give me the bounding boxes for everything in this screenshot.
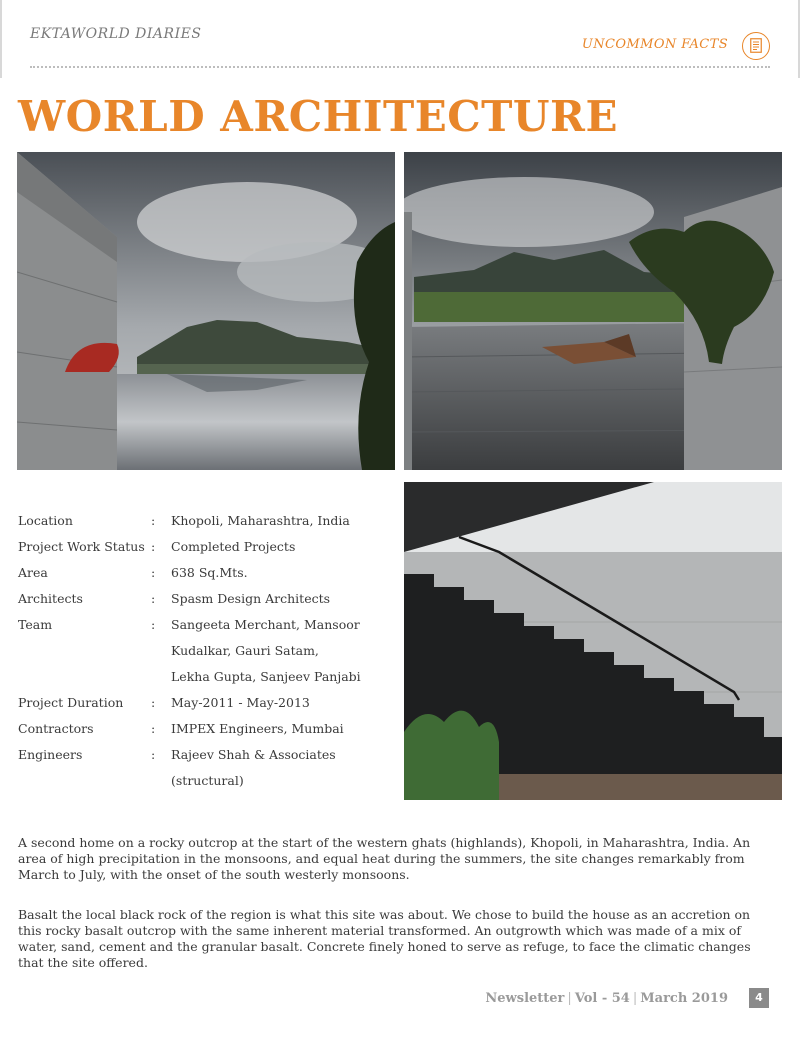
photo-infinity-pool xyxy=(17,152,395,470)
spec-row-team xyxy=(18,612,378,638)
footer-issue-info xyxy=(485,991,728,1006)
spec-label: Team xyxy=(18,617,53,632)
spec-label-empty xyxy=(18,638,151,664)
spec-label: Project Work Status xyxy=(18,539,145,554)
spec-colon: : xyxy=(151,513,156,528)
spec-row-duration xyxy=(18,690,378,716)
spec-row-area xyxy=(18,560,378,586)
spec-value: Spasm Design Architects xyxy=(171,591,331,606)
footer-newsletter: Newsletter xyxy=(485,991,565,1006)
spec-row-status xyxy=(18,534,378,560)
spec-label: Area xyxy=(18,565,48,580)
spec-row-architects xyxy=(18,586,378,612)
spec-colon: : xyxy=(151,565,156,580)
spec-row-team-continued xyxy=(18,664,378,690)
spec-value: Rajeev Shah & Associates xyxy=(171,747,336,762)
spec-value: (structural) xyxy=(171,773,244,788)
spec-colon-empty xyxy=(151,638,171,664)
spec-row-contractors xyxy=(18,716,378,742)
section-label: UNCOMMON FACTS xyxy=(581,37,728,52)
footer-separator: | xyxy=(632,991,638,1006)
photo-deck-lounge xyxy=(404,152,782,470)
page-title: WORLD ARCHITECTURE xyxy=(18,92,618,141)
spec-colon-empty xyxy=(151,664,171,690)
footer-volume: Vol - 54 xyxy=(574,991,630,1006)
header-divider xyxy=(30,66,770,68)
spec-colon: : xyxy=(151,721,156,736)
spec-row-location xyxy=(18,508,378,534)
spec-value: Kudalkar, Gauri Satam, xyxy=(171,643,319,658)
spec-colon: : xyxy=(151,747,156,762)
spec-row-team-continued xyxy=(18,638,378,664)
spec-value: 638 Sq.Mts. xyxy=(171,565,248,580)
spec-label: Project Duration xyxy=(18,695,124,710)
spec-label: Contractors xyxy=(18,721,94,736)
spec-colon: : xyxy=(151,539,156,554)
spec-label: Location xyxy=(18,513,73,528)
spec-row-engineers xyxy=(18,742,378,768)
spec-colon-empty xyxy=(151,768,171,794)
spec-colon: : xyxy=(151,617,156,632)
left-margin-rule xyxy=(0,0,2,78)
footer-separator: | xyxy=(567,991,572,1006)
spec-label-empty xyxy=(18,664,151,690)
document-icon xyxy=(742,32,770,60)
body-paragraph: A second home on a rocky outcrop at the start of the western ghats (highlands), Khopoli, in Maharashtra, India. An area of high precipitation in the monsoons, and equal heat during the summers, the site changes remarkably from March to July, with the onset of the south westerly monsoons. xyxy=(18,835,751,882)
spec-value: May-2011 - May-2013 xyxy=(171,695,310,710)
footer-date: March 2019 xyxy=(640,991,728,1006)
spec-label: Engineers xyxy=(18,747,83,762)
spec-value: Sangeeta Merchant, Mansoor xyxy=(171,617,360,632)
spec-value: IMPEX Engineers, Mumbai xyxy=(171,721,344,736)
spec-colon: : xyxy=(151,695,156,710)
spec-label-empty xyxy=(18,768,151,794)
spec-label: Architects xyxy=(18,591,83,606)
page-number: 4 xyxy=(749,988,769,1008)
spec-colon: : xyxy=(151,591,156,606)
body-paragraph: Basalt the local black rock of the region is what this site was about. We chose to build the house as an accretion on this rocky basalt outcrop with the same inherent material transformed. An outgrowth which was made of a mix of water, sand, cement and the granular basalt. Concrete finely honed to serve as refuge, to face the climatic changes that the site offered. xyxy=(18,907,751,970)
spec-value: Khopoli, Maharashtra, India xyxy=(171,513,350,528)
spec-value: Completed Projects xyxy=(171,539,296,554)
brand-name: EKTAWORLD DIARIES xyxy=(30,26,202,42)
spec-value: Lekha Gupta, Sanjeev Panjabi xyxy=(171,669,361,684)
spec-row-engineers-continued xyxy=(18,768,378,794)
project-specs xyxy=(18,508,378,794)
photo-concrete-stairs xyxy=(404,482,782,800)
